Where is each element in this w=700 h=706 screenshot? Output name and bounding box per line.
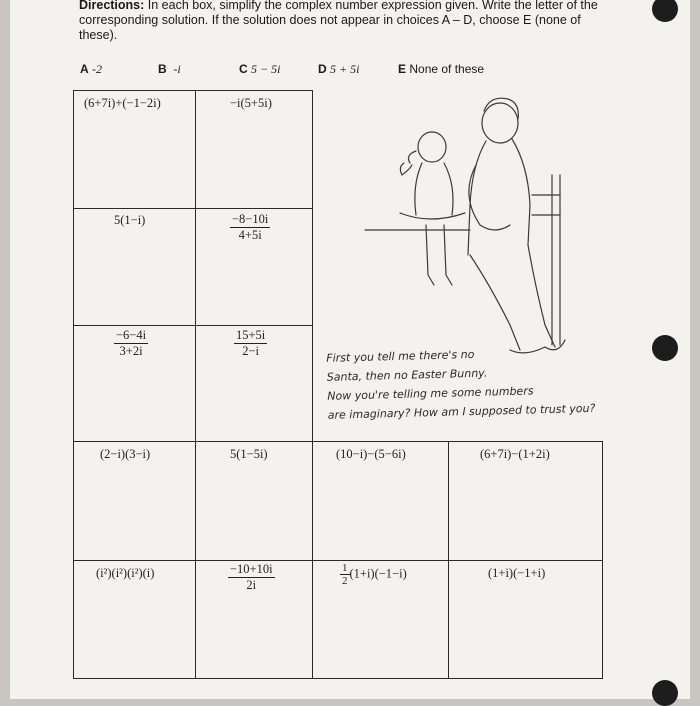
grid-line [312, 90, 313, 679]
problem-14: (1+i)(−1+i) [488, 566, 546, 580]
caption-line: Santa, then no Easter Bunny. [326, 366, 488, 384]
problem-10: (6+7i)−(1+2i) [480, 447, 550, 461]
choice-letter: D [318, 62, 327, 76]
problem-13-coef-numerator: 1 [342, 562, 348, 574]
problem-13-rest: (1+i)(−1−i) [349, 566, 407, 581]
choice-letter: A [80, 62, 89, 76]
grid-line [195, 90, 196, 679]
problem-6-numerator: 15+5i [236, 328, 266, 342]
choice-value: -i [173, 62, 181, 76]
problem-12-numerator: −10+10i [230, 562, 273, 576]
problem-8: 5(1−5i) [230, 447, 268, 461]
choice-b [158, 62, 181, 77]
problem-13 [340, 562, 407, 587]
problem-3: 5(1−i) [114, 213, 146, 227]
choice-value: 5 + 5i [330, 62, 360, 76]
choice-value: -2 [92, 62, 103, 76]
caption-line: First you tell me there's no [326, 347, 475, 365]
grid-line [448, 441, 449, 679]
problem-2: −i(5+5i) [230, 96, 272, 110]
grid-line [73, 441, 603, 442]
problem-6-denominator: 2−i [242, 344, 260, 358]
directions-label: Directions: [79, 0, 145, 12]
problem-6 [234, 328, 267, 359]
caption-line: are imaginary? How am I supposed to trust you? [327, 401, 596, 422]
choice-letter: E [398, 62, 407, 76]
illustration-caption [326, 341, 618, 425]
choice-value: None of these [409, 62, 485, 76]
directions-text: In each box, simplify the complex number expression given. Write the letter of the corresponding solution. If the solution does not appear in choices A – D, choose E (none of these). [79, 0, 598, 42]
choice-value: 5 − 5i [251, 62, 281, 76]
choice-e [398, 62, 484, 76]
problem-4-numerator: −8−10i [232, 212, 269, 226]
choice-letter: C [239, 62, 248, 76]
directions [79, 0, 599, 43]
grid-line [73, 678, 603, 679]
grid-line [73, 90, 74, 679]
grid-line [73, 90, 313, 91]
grid-line [73, 325, 313, 326]
punch-hole-bottom [652, 680, 678, 706]
grid-line [73, 208, 313, 209]
problem-7: (2−i)(3−i) [100, 447, 151, 461]
problem-5-numerator: −6−4i [116, 328, 147, 342]
problem-11: (i²)(i²)(i²)(i) [96, 566, 155, 580]
problem-1: (6+7i)+(−1−2i) [84, 96, 161, 110]
problem-12 [228, 562, 275, 593]
choice-d [318, 62, 359, 77]
caption-line: Now you're telling me some numbers [327, 384, 534, 403]
problem-12-denominator: 2i [246, 578, 257, 592]
problem-4-denominator: 4+5i [238, 228, 262, 242]
problem-9: (10−i)−(5−6i) [336, 447, 406, 461]
problem-5-denominator: 3+2i [119, 344, 143, 358]
problem-5 [114, 328, 148, 359]
choice-a [80, 62, 102, 77]
choice-letter: B [158, 62, 167, 76]
problem-13-coef-denominator: 2 [342, 575, 348, 587]
father-child-illustration [360, 85, 590, 365]
choice-c [239, 62, 280, 77]
problem-4 [230, 212, 270, 243]
grid-line [602, 441, 603, 679]
punch-hole-middle [652, 335, 678, 361]
grid-line [73, 560, 603, 561]
